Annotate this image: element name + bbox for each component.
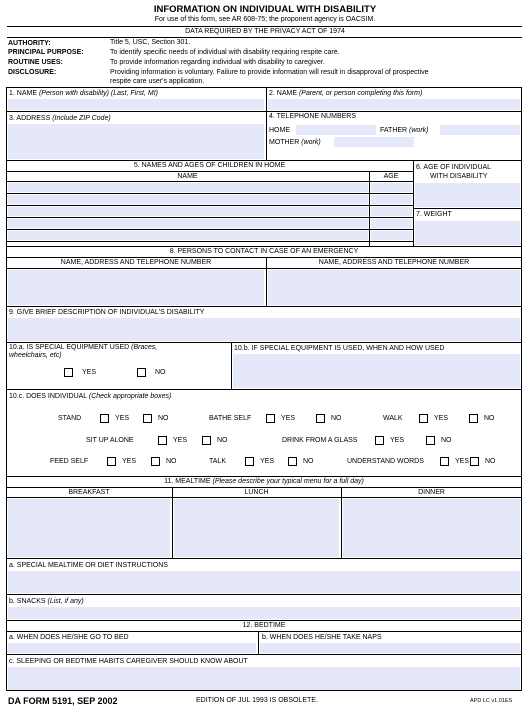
child-age-field[interactable] bbox=[371, 231, 412, 240]
name-parent-label: 2. NAME (Parent, or person completing this form) bbox=[269, 90, 423, 97]
home-phone-field[interactable] bbox=[296, 125, 376, 135]
emergency-contact-1-field[interactable] bbox=[8, 270, 264, 305]
child-age-field[interactable] bbox=[371, 219, 412, 228]
walk-yes-label: YES bbox=[434, 415, 449, 422]
mealtime-header: 11. MEALTIME (Please describe your typical menu for a full day) bbox=[164, 478, 364, 485]
child-name-field[interactable] bbox=[8, 207, 368, 216]
disability-description-field[interactable] bbox=[8, 318, 520, 341]
child-age-field[interactable] bbox=[371, 183, 412, 192]
routine-uses-text: To provide information regarding individual with disability to caregiver. bbox=[110, 59, 325, 66]
lunch-label: LUNCH bbox=[244, 489, 269, 496]
home-phone-label: HOME bbox=[269, 127, 290, 134]
feed-no-label: NO bbox=[166, 458, 177, 465]
sit-no-checkbox[interactable] bbox=[202, 436, 211, 445]
sit-no-label: NO bbox=[217, 437, 228, 444]
activity-feed-label: FEED SELF bbox=[50, 458, 89, 465]
child-name-field[interactable] bbox=[8, 183, 368, 192]
authority-text: Title 5, USC, Section 301. bbox=[110, 39, 191, 46]
child-name-field[interactable] bbox=[8, 219, 368, 228]
telephone-label: 4. TELEPHONE NUMBERS bbox=[269, 113, 357, 120]
talk-yes-checkbox[interactable] bbox=[245, 457, 254, 466]
feed-no-checkbox[interactable] bbox=[151, 457, 160, 466]
disclosure-label: DISCLOSURE: bbox=[8, 69, 57, 76]
activity-talk-label: TALK bbox=[209, 458, 226, 465]
child-age-field[interactable] bbox=[371, 195, 412, 204]
children-col-name: NAME bbox=[177, 173, 198, 180]
name-parent-field[interactable] bbox=[268, 99, 520, 110]
emergency-col-left: NAME, ADDRESS AND TELEPHONE NUMBER bbox=[60, 259, 212, 266]
routine-uses-label: ROUTINE USES: bbox=[8, 59, 63, 66]
emergency-col-right: NAME, ADDRESS AND TELEPHONE NUMBER bbox=[318, 259, 470, 266]
father-phone-label: FATHER (work) bbox=[380, 127, 429, 134]
bedtime-header: 12. BEDTIME bbox=[242, 622, 286, 629]
mother-phone-field[interactable] bbox=[334, 137, 414, 147]
drink-no-checkbox[interactable] bbox=[426, 436, 435, 445]
diet-instructions-field[interactable] bbox=[8, 571, 520, 593]
disclosure-text-cont: respite care user's application. bbox=[110, 78, 205, 85]
equipment-usage-field[interactable] bbox=[233, 354, 520, 388]
disclosure-text: Providing information is voluntary. Failure to provide information will result in disapproval of prospective bbox=[110, 69, 429, 76]
sleeping-habits-field[interactable] bbox=[8, 667, 520, 690]
children-header: 5. NAMES AND AGES OF CHILDREN IN HOME bbox=[133, 162, 286, 169]
drink-yes-checkbox[interactable] bbox=[375, 436, 384, 445]
edition-note: EDITION OF JUL 1993 IS OBSOLETE. bbox=[196, 697, 318, 704]
activity-stand-label: STAND bbox=[58, 415, 82, 422]
diet-instructions-label: a. SPECIAL MEALTIME OR DIET INSTRUCTIONS bbox=[9, 562, 168, 569]
lunch-field[interactable] bbox=[174, 499, 339, 557]
talk-no-label: NO bbox=[303, 458, 314, 465]
form-subtitle: For use of this form, see AR 608-75; the proponent agency is OACSIM. bbox=[154, 16, 376, 23]
emergency-contact-2-field[interactable] bbox=[268, 270, 520, 305]
age-individual-label-cont: WITH DISABILITY bbox=[430, 173, 488, 180]
breakfast-field[interactable] bbox=[8, 499, 170, 557]
feed-yes-checkbox[interactable] bbox=[107, 457, 116, 466]
bathe-yes-checkbox[interactable] bbox=[266, 414, 275, 423]
talk-no-checkbox[interactable] bbox=[288, 457, 297, 466]
does-individual-label: 10.c. DOES INDIVIDUAL (Check appropriate boxes) bbox=[9, 393, 172, 400]
authority-label: AUTHORITY: bbox=[8, 40, 51, 47]
special-equipment-label: 10.a. IS SPECIAL EQUIPMENT USED (Braces, bbox=[9, 344, 158, 351]
sleeping-habits-label: c. SLEEPING OR BEDTIME HABITS CAREGIVER SHOULD KNOW ABOUT bbox=[9, 658, 248, 665]
father-phone-field[interactable] bbox=[440, 125, 520, 135]
children-col-age: AGE bbox=[383, 173, 399, 180]
stand-yes-label: YES bbox=[115, 415, 130, 422]
naps-field[interactable] bbox=[260, 643, 520, 653]
equipment-no-label: NO bbox=[155, 369, 166, 376]
understand-yes-label: YES bbox=[455, 458, 470, 465]
stand-no-checkbox[interactable] bbox=[143, 414, 152, 423]
address-field[interactable] bbox=[8, 124, 264, 159]
equipment-yes-checkbox[interactable] bbox=[64, 368, 73, 377]
activity-drink-label: DRINK FROM A GLASS bbox=[282, 437, 358, 444]
dinner-label: DINNER bbox=[418, 489, 445, 496]
walk-no-checkbox[interactable] bbox=[469, 414, 478, 423]
name-disabled-label: 1. NAME (Person with disability) (Last, First, MI) bbox=[9, 90, 158, 97]
form-id: DA FORM 5191, SEP 2002 bbox=[8, 696, 118, 706]
activity-walk-label: WALK bbox=[383, 415, 403, 422]
naps-label: b. WHEN DOES HE/SHE TAKE NAPS bbox=[262, 634, 382, 641]
bathe-no-label: NO bbox=[331, 415, 342, 422]
bedtime-field[interactable] bbox=[8, 643, 256, 653]
stand-yes-checkbox[interactable] bbox=[100, 414, 109, 423]
snacks-label: b. SNACKS (List, if any) bbox=[9, 598, 84, 605]
walk-no-label: NO bbox=[484, 415, 495, 422]
equipment-no-checkbox[interactable] bbox=[137, 368, 146, 377]
walk-yes-checkbox[interactable] bbox=[419, 414, 428, 423]
name-disabled-field[interactable] bbox=[8, 99, 264, 110]
form-title: INFORMATION ON INDIVIDUAL WITH DISABILITY bbox=[153, 4, 377, 15]
bathe-no-checkbox[interactable] bbox=[316, 414, 325, 423]
dinner-field[interactable] bbox=[343, 499, 520, 557]
snacks-field[interactable] bbox=[8, 607, 520, 619]
address-label: 3. ADDRESS (Include ZIP Code) bbox=[9, 115, 111, 122]
disability-description-label: 9. GIVE BRIEF DESCRIPTION OF INDIVIDUAL'S DISABILITY bbox=[9, 309, 205, 316]
child-name-field[interactable] bbox=[8, 195, 368, 204]
understand-yes-checkbox[interactable] bbox=[440, 457, 449, 466]
bedtime-label: a. WHEN DOES HE/SHE GO TO BED bbox=[9, 634, 129, 641]
privacy-header: DATA REQUIRED BY THE PRIVACY ACT OF 1974 bbox=[185, 28, 345, 35]
equipment-usage-label: 10.b. IF SPECIAL EQUIPMENT IS USED, WHEN AND HOW USED bbox=[234, 345, 445, 352]
understand-no-checkbox[interactable] bbox=[470, 457, 479, 466]
stand-no-label: NO bbox=[158, 415, 169, 422]
special-equipment-hint: wheelchairs, etc) bbox=[9, 352, 62, 359]
breakfast-label: BREAKFAST bbox=[68, 489, 110, 496]
drink-yes-label: YES bbox=[390, 437, 405, 444]
activity-sit-label: SIT UP ALONE bbox=[86, 437, 134, 444]
weight-label: 7. WEIGHT bbox=[416, 211, 452, 218]
purpose-label: PRINCIPAL PURPOSE: bbox=[8, 49, 84, 56]
sit-yes-label: YES bbox=[173, 437, 188, 444]
drink-no-label: NO bbox=[441, 437, 452, 444]
sit-yes-checkbox[interactable] bbox=[158, 436, 167, 445]
understand-no-label: NO bbox=[485, 458, 496, 465]
activity-bathe-label: BATHE SELF bbox=[209, 415, 252, 422]
child-age-field[interactable] bbox=[371, 207, 412, 216]
activity-understand-label: UNDERSTAND WORDS bbox=[347, 458, 424, 465]
purpose-text: To identify specific needs of individual with disability requiring respite care. bbox=[110, 49, 340, 56]
feed-yes-label: YES bbox=[122, 458, 137, 465]
age-individual-label: 6. AGE OF INDIVIDUAL bbox=[416, 164, 492, 171]
emergency-header: 8. PERSONS TO CONTACT IN CASE OF AN EMERGENCY bbox=[169, 248, 359, 255]
talk-yes-label: YES bbox=[260, 458, 275, 465]
weight-field[interactable] bbox=[415, 221, 520, 245]
version-code: APD LC v1.01ES bbox=[470, 698, 513, 704]
equipment-yes-label: YES bbox=[82, 369, 97, 376]
age-individual-field[interactable] bbox=[415, 183, 520, 207]
bathe-yes-label: YES bbox=[281, 415, 296, 422]
mother-phone-label: MOTHER (work) bbox=[269, 139, 321, 146]
child-name-field[interactable] bbox=[8, 231, 368, 240]
